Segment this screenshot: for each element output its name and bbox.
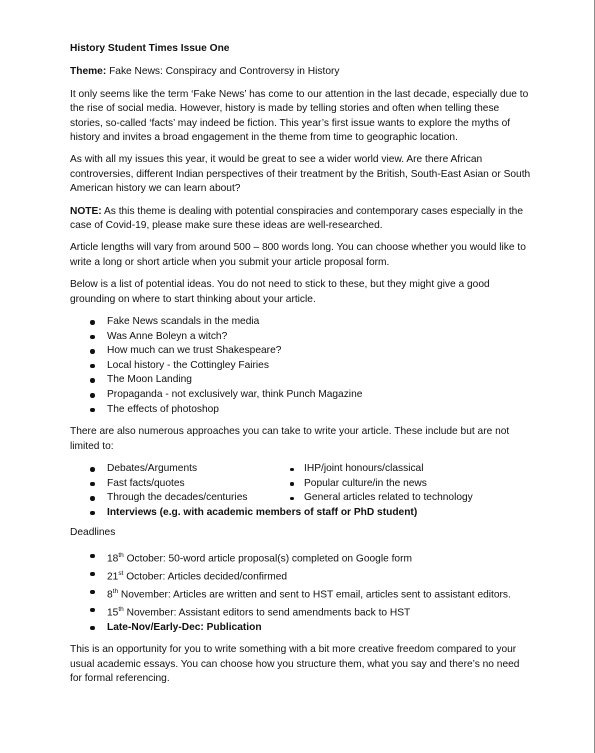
deadline-text: October: 50-word article proposal(s) completed on Google form xyxy=(123,553,412,565)
approaches-list xyxy=(70,462,532,520)
closing-paragraph: This is an opportunity for you to write something with a bit more creative freedom compared to your usual academic essays. You can choose how you structure them, what you say and there’s no need for formal referencing. xyxy=(70,644,520,685)
list-item: Fake News scandals in the media xyxy=(70,315,532,330)
deadline-text: October: Articles decided/confirmed xyxy=(123,571,288,583)
list-item: IHP/joint honours/classical xyxy=(290,462,532,477)
list-item: Was Anne Boleyn a witch? xyxy=(70,330,532,345)
list-item: Propaganda - not exclusively war, think Punch Magazine xyxy=(70,388,532,403)
deadlines-list xyxy=(70,549,532,636)
deadline-item: Late-Nov/Early-Dec: Publication xyxy=(70,621,532,636)
deadline-item xyxy=(70,603,532,621)
list-item: Interviews (e.g. with academic members of staff or PhD student) xyxy=(70,506,532,521)
list-item: Fast facts/quotes xyxy=(70,477,290,492)
list-item: The effects of photoshop xyxy=(70,403,532,418)
theme-label: Theme: xyxy=(70,66,107,78)
world-view-paragraph: As with all my issues this year, it would be great to see a wider world view. Are there African controversies, different Indian perspectives of their treatment by the British, South-East Asian or South American history we can learn about? xyxy=(70,154,531,195)
intro-paragraph: It only seems like the term ‘Fake News’ has come to our attention in the last decade, especially due to the rise of social media. However, history is made by telling stories and often when telling these stories, so-called ‘facts’ may indeed be fiction. This year’s first issue wants to explore the myths of history and invites a broad engagement in the theme from time to geographic location. xyxy=(70,88,529,144)
list-item: The Moon Landing xyxy=(70,373,532,388)
list-item: General articles related to technology xyxy=(290,491,532,506)
list-item: Local history - the Cottingley Fairies xyxy=(70,359,532,374)
list-item: Popular culture/in the news xyxy=(290,477,532,492)
theme-text: Fake News: Conspiracy and Controversy in History xyxy=(106,66,340,78)
deadline-item xyxy=(70,585,532,603)
note-label: NOTE: xyxy=(70,205,102,217)
list-item: How much can we trust Shakespeare? xyxy=(70,344,532,359)
length-paragraph: Article lengths will vary from around 500 – 800 words long. You can choose whether you would like to write a long or short article when you submit your article proposal form. xyxy=(70,242,526,268)
theme-line xyxy=(70,65,532,79)
ideas-intro: Below is a list of potential ideas. You do not need to stick to these, but they might give a good grounding on where to start thinking about your article. xyxy=(70,279,490,305)
deadline-day: 21 xyxy=(107,571,119,583)
deadline-day: 8 xyxy=(107,589,113,601)
note-paragraph xyxy=(70,205,532,234)
deadline-item xyxy=(70,567,532,585)
deadline-ordinal: th xyxy=(118,605,124,613)
approaches-intro: There are also numerous approaches you can take to write your article. These include but are not limited to: xyxy=(70,426,510,452)
deadline-text: November: Assistant editors to send amendments back to HST xyxy=(123,607,411,619)
note-text: As this theme is dealing with potential conspiracies and contemporary cases especially in the case of Covid-19, please make sure these ideas are well-researched. xyxy=(70,205,524,232)
deadline-day: 18 xyxy=(107,553,119,565)
deadline-ordinal: st xyxy=(118,569,124,577)
list-item: Through the decades/centuries xyxy=(70,491,290,506)
deadline-ordinal: th xyxy=(112,587,119,595)
deadline-text: November: Articles are written and sent to HST email, articles sent to assistant editors. xyxy=(118,589,511,601)
deadlines-heading: Deadlines xyxy=(70,527,116,539)
document-body xyxy=(70,42,532,695)
deadline-day: 15 xyxy=(107,607,119,619)
ideas-list xyxy=(70,315,532,417)
deadline-ordinal: th xyxy=(118,551,124,559)
document-title: History Student Times Issue One xyxy=(70,43,230,54)
list-item: Debates/Arguments xyxy=(70,462,290,477)
deadline-item xyxy=(70,549,532,567)
